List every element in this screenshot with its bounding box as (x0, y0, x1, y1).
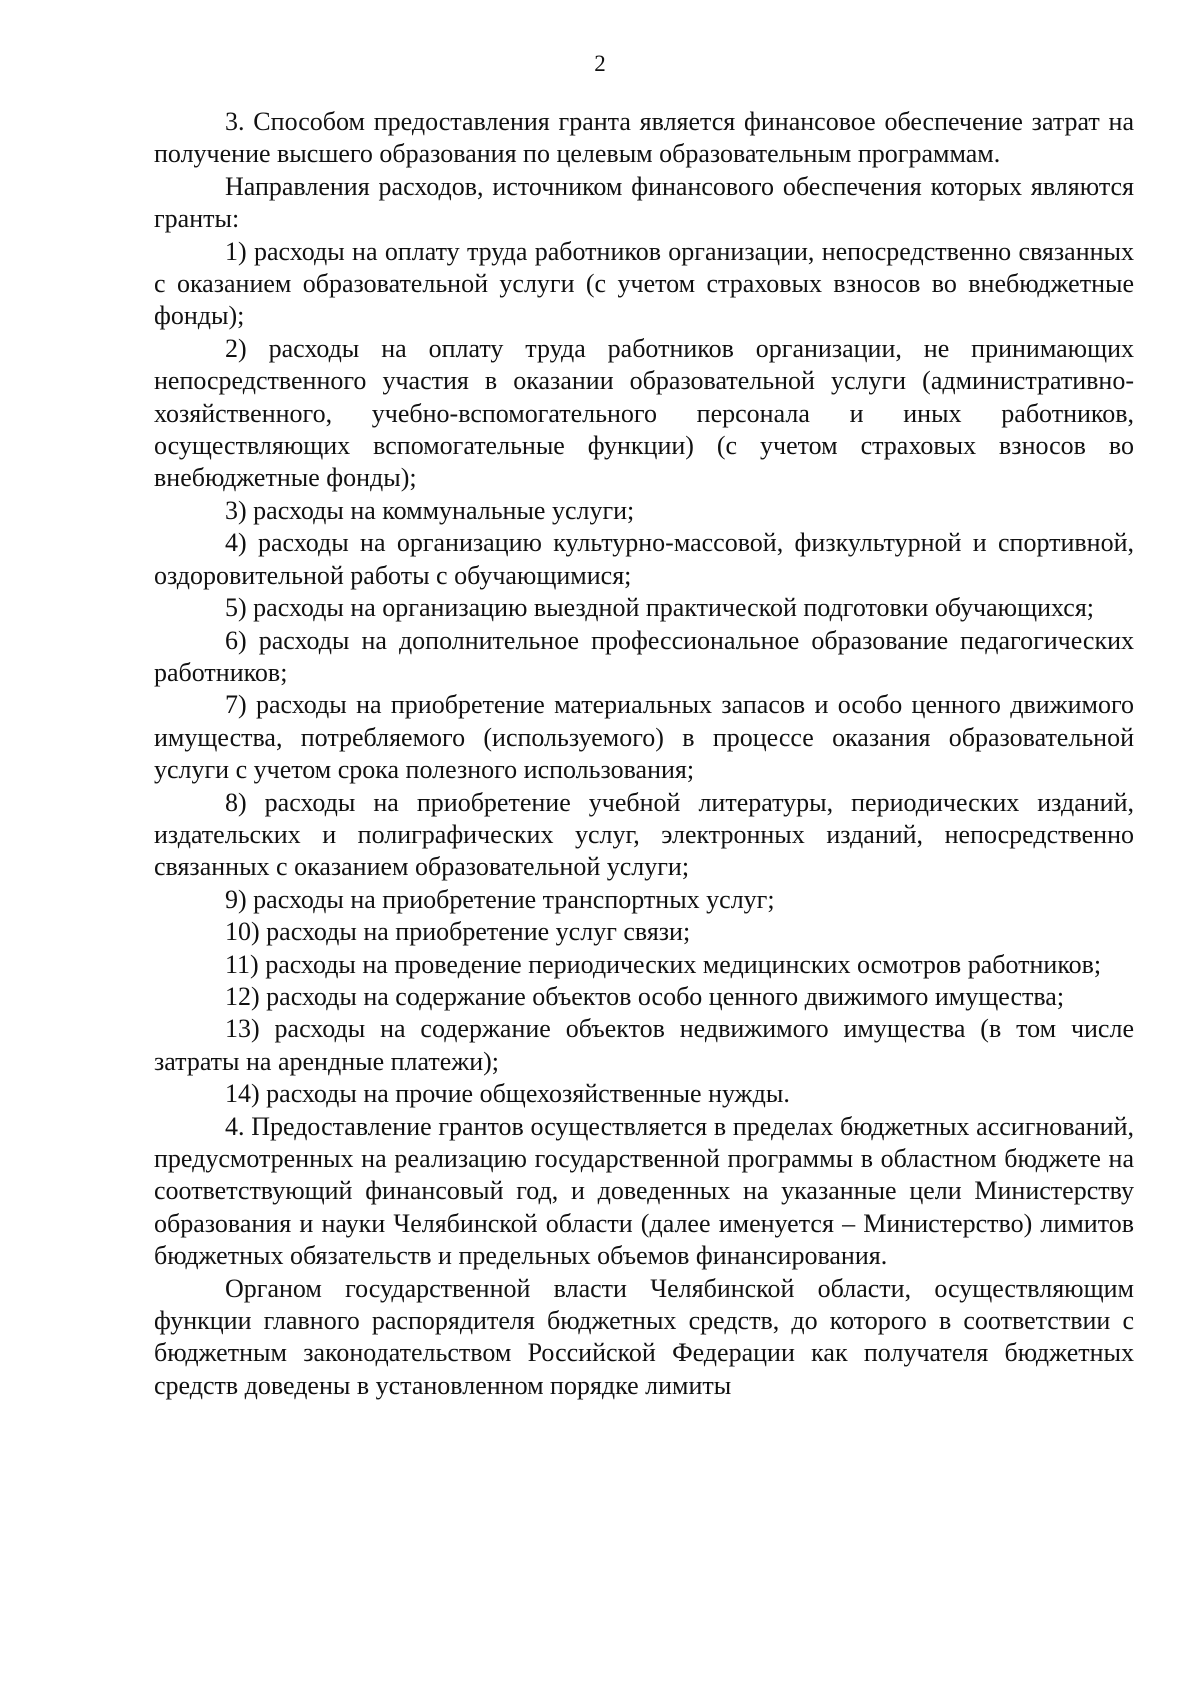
list-item-5: 5) расходы на организацию выездной практической подготовки обучающихся; (225, 593, 1095, 623)
list-item-12: 12) расходы на содержание объектов особо ценного движимого имущества; (225, 981, 1065, 1011)
list-item-8: 8) расходы на приобретение учебной литературы, периодических изданий, издательских и полиграфических услуг, электронных изданий, непосредственно связанных с оказанием образовательной услуги; (154, 787, 1134, 882)
list-item-13: 13) расходы на содержание объектов недвижимого имущества (в том числе затраты на арендные платежи); (154, 1014, 1134, 1076)
list-item-4: 4) расходы на организацию культурно-массовой, физкультурной и спортивной, оздоровительной работы с обучающимися; (154, 528, 1134, 590)
list-item-14: 14) расходы на прочие общехозяйственные нужды. (225, 1079, 790, 1109)
list-item-3: 3) расходы на коммунальные услуги; (225, 495, 635, 525)
list-item-7: 7) расходы на приобретение материальных запасов и особо ценного движимого имущества, потребляемого (используемого) в процессе оказания образовательной услуги с учетом срока полезного использования; (154, 690, 1134, 785)
list-item-10: 10) расходы на приобретение услуг связи; (225, 917, 691, 947)
list-item-9: 9) расходы на приобретение транспортных услуг; (225, 884, 775, 914)
paragraph-funding-limits: 4. Предоставление грантов осуществляется в пределах бюджетных ассигнований, предусмотренных на реализацию государственной программы в областном бюджете на соответствующий финансовый год, и доведенных на указанные цели Министерству образования и науки Челябинской области (далее именуется – Министерство) лимитов бюджетных обязательств и предельных объемов финансирования. (154, 1111, 1134, 1271)
page-number: 2 (594, 51, 606, 76)
list-item-1: 1) расходы на оплату труда работников организации, непосредственно связанных с оказанием образовательной услуги (с учетом страховых взносов во внебюджетные фонды); (154, 236, 1134, 331)
list-item-6: 6) расходы на дополнительное профессиональное образование педагогических работников; (154, 625, 1134, 687)
paragraph-method: 3. Способом предоставления гранта является финансовое обеспечение затрат на получение высшего образования по целевым образовательным программам. (154, 107, 1134, 169)
paragraph-directions: Направления расходов, источником финансового обеспечения которых являются гранты: (154, 171, 1134, 234)
list-item-11: 11) расходы на проведение периодических медицинских осмотров работников; (225, 949, 1102, 979)
paragraph-authority: Органом государственной власти Челябинской области, осуществляющим функции главного распорядителя бюджетных средств, до которого в соответствии с бюджетным законодательством Российской Федерации как получателя бюджетных средств доведены в установленном порядке лимиты (154, 1273, 1134, 1400)
document-body (154, 106, 1134, 1402)
list-item-2: 2) расходы на оплату труда работников организации, не принимающих непосредственного участия в оказании образовательной услуги (административно-хозяйственного, учебно-вспомогательного персонала и иных работников, осуществляющих вспомогательные функции) (с учетом страховых взносов во внебюджетные фонды); (154, 333, 1134, 493)
